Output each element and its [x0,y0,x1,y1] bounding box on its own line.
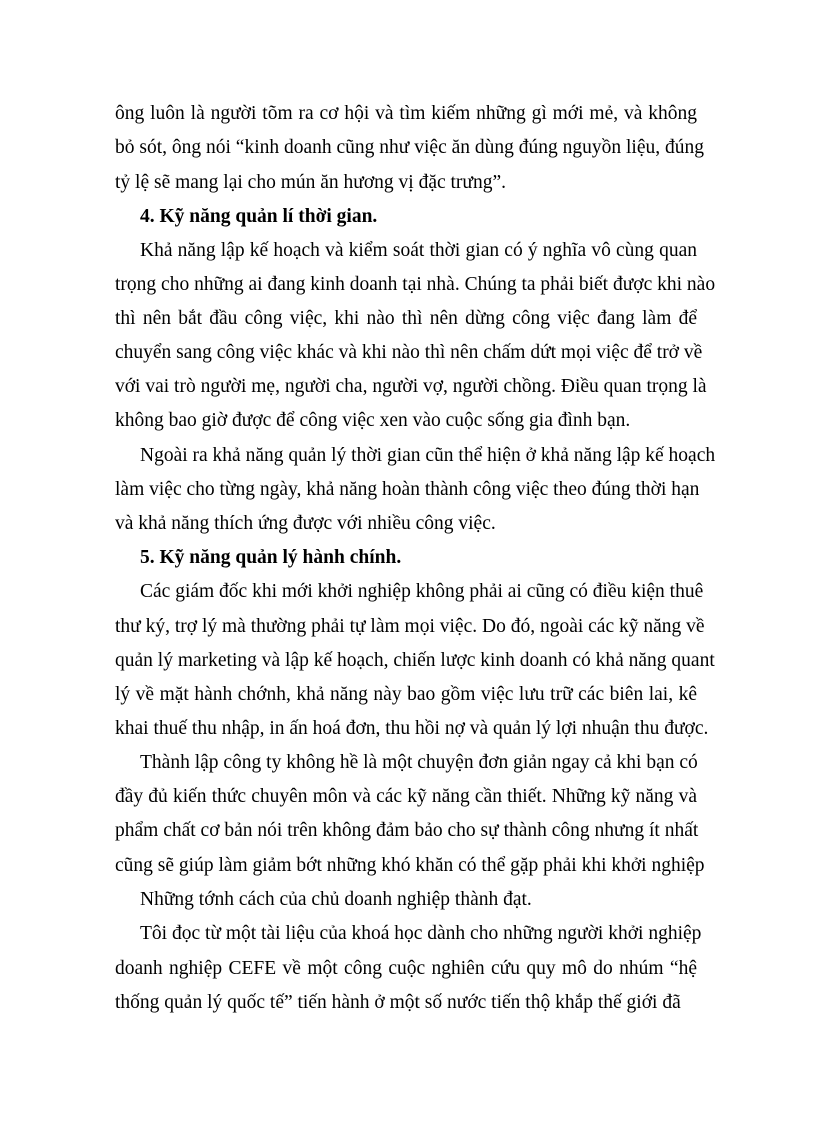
paragraph-line: Những tớnh cách của chủ doanh nghiệp thành đạt. [140,889,532,910]
paragraph-line: đầy đủ kiến thức chuyên môn và các kỹ năng cần thiết. Những kỹ năng và [115,786,697,807]
paragraph-line: và khả năng thích ứng được với nhiều công việc. [115,513,496,534]
paragraph-line: thư ký, trợ lý mà thường phải tự làm mọi việc. Do đó, ngoài các kỹ năng về [115,616,705,637]
paragraph-line: thống quản lý quốc tế” tiến hành ở một số nước tiến thộ khắp thế giới đã [115,992,681,1013]
paragraph-line: Khả năng lập kế hoạch và kiểm soát thời gian có ý nghĩa vô cùng quan [140,240,697,261]
paragraph-line: với vai trò người mẹ, người cha, người vợ, người chồng. Điều quan trọng là [115,376,707,397]
paragraph-line: ông luôn là người tõm ra cơ hội và tìm kiếm những gì mới mẻ, và không [115,103,697,124]
paragraph-line: trọng cho những ai đang kinh doanh tại nhà. Chúng ta phải biết được khi nào [115,274,716,295]
paragraph-line: Tôi đọc từ một tài liệu của khoá học dành cho những người khởi nghiệp [140,923,702,944]
paragraph-line: Các giám đốc khi mới khởi nghiệp không phải ai cũng có điều kiện thuê [140,581,704,602]
paragraph-line: cũng sẽ giúp làm giảm bớt những khó khăn có thể gặp phải khi khởi nghiệp [115,855,705,876]
paragraph-line: lý về mặt hành chớnh, khả năng này bao gồm việc lưu trữ các biên lai, kê [115,684,697,705]
paragraph-line: chuyển sang công việc khác và khi nào thì nên chấm dứt mọi việc để trở về [115,342,703,363]
paragraph-line: quản lý marketing và lập kế hoạch, chiến lược kinh doanh có khả năng quant [115,650,715,671]
section-heading: 4. Kỹ năng quản lí thời gian. [140,206,378,227]
paragraph-line: làm việc cho từng ngày, khả năng hoàn thành công việc theo đúng thời hạn [115,479,700,500]
paragraph-line: thì nên bắt đầu công việc, khi nào thì nên dừng công việc đang làm để [115,308,697,329]
section-heading: 5. Kỹ năng quản lý hành chính. [140,547,402,568]
paragraph-line: Ngoài ra khả năng quản lý thời gian cũn thể hiện ở khả năng lập kế hoạch [140,445,716,466]
paragraph-line: không bao giờ được để công việc xen vào cuộc sống gia đình bạn. [115,410,631,431]
paragraph-line: Thành lập công ty không hề là một chuyện đơn giản ngay cả khi bạn có [140,752,698,773]
paragraph-line: doanh nghiệp CEFE về một công cuộc nghiên cứu quy mô do nhúm “hệ [115,958,697,979]
paragraph-line: phẩm chất cơ bản nói trên không đảm bảo cho sự thành công nhưng ít nhất [115,820,699,841]
paragraph-line: bỏ sót, ông nói “kinh doanh cũng như việc ăn dùng đúng nguyồn liệu, đúng [115,137,704,158]
paragraph-line: tỷ lệ sẽ mang lại cho mún ăn hương vị đặc trưng”. [115,172,507,193]
paragraph-line: khai thuế thu nhập, in ấn hoá đơn, thu hồi nợ và quản lý lợi nhuận thu được. [115,718,709,739]
